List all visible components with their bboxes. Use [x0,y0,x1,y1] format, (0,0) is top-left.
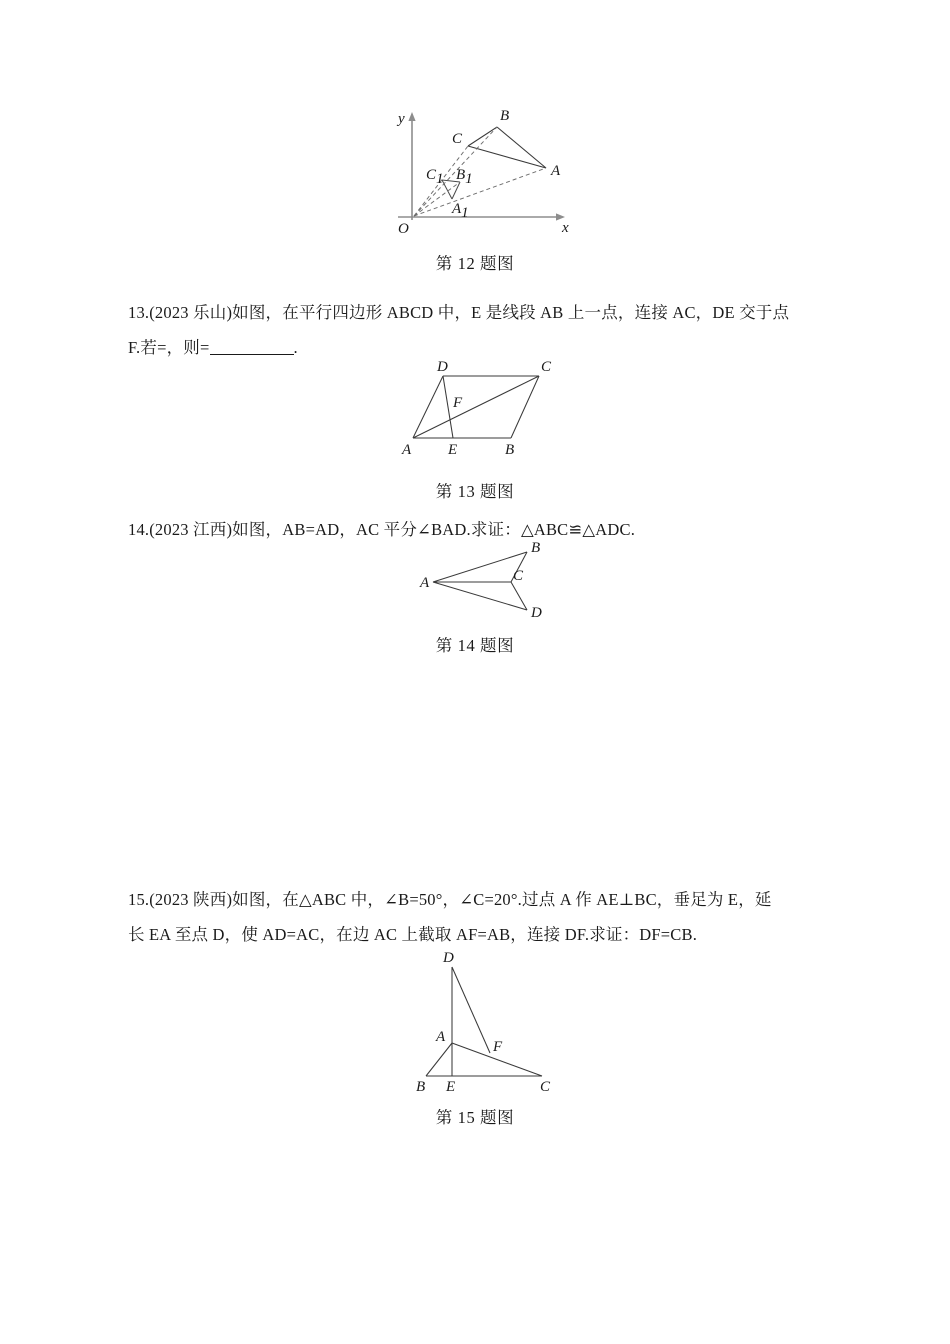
label-A: A [420,575,430,591]
label-B: B [531,540,541,556]
label-C: C [452,131,463,147]
label-A: A [402,442,412,458]
q14-line1: 如图，AB=AD，AC 平分∠BAD.求证：△ABC≌△ADC. [232,520,636,539]
label-C: C [540,1079,551,1095]
triangle-abc-large [468,127,546,168]
caption-q14: 第 14 题图 [435,636,515,655]
label-E: E [448,442,458,458]
q14-number: 14. [128,520,150,539]
label-D: D [443,950,454,966]
question-13-text [128,295,828,365]
y-axis [408,112,415,220]
figure-q12 [390,105,590,235]
label-A1: A1 [452,201,469,221]
x-axis [398,213,565,220]
label-B: B [416,1079,426,1095]
figure-q15 [390,945,570,1095]
diagonal-and-cevian [413,376,539,438]
label-B1: B1 [456,167,473,187]
figure-q13 [395,360,575,460]
label-C: C [513,568,524,584]
label-origin: O [398,221,409,237]
q13-line2-post: . [293,338,298,357]
q13-line2-pre: F.若=，则= [128,338,210,357]
q15-number: 15. [128,890,150,909]
q15-source: (2023 陕西) [149,890,233,909]
label-B: B [500,108,510,124]
triangle-and-segments [426,967,542,1076]
q13-number: 13. [128,303,150,322]
label-D: D [437,359,448,375]
label-A: A [436,1029,446,1045]
q13-line1: 如图，在平行四边形 ABCD 中，E 是线段 AB 上一点，连接 AC，DE 交于点 [232,303,790,322]
question-15-text [128,882,828,952]
label-A: A [551,163,561,179]
label-C1: C1 [426,167,444,187]
label-x: x [562,220,569,236]
label-y: y [398,111,405,127]
label-B: B [505,442,515,458]
q14-source: (2023 江西) [149,520,233,539]
q13-source: (2023 乐山) [149,303,233,322]
figure-q14 [415,542,565,622]
answer-blank-q13[interactable] [210,354,294,355]
caption-q13: 第 13 题图 [435,482,515,501]
caption-q15: 第 15 题图 [435,1108,515,1127]
label-F: F [453,395,463,411]
label-E: E [446,1079,456,1095]
label-F: F [493,1039,503,1055]
q15-line2: 长 EA 至点 D，使 AD=AC，在边 AC 上截取 AF=AB，连接 DF.求证：DF=CB. [128,925,698,944]
caption-q12: 第 12 题图 [435,254,515,273]
q15-line1: 如图，在△ABC 中，∠B=50°，∠C=20°.过点 A 作 AE⊥BC，垂足为 E，延 [232,890,772,909]
label-D: D [531,605,542,621]
label-C: C [541,359,552,375]
